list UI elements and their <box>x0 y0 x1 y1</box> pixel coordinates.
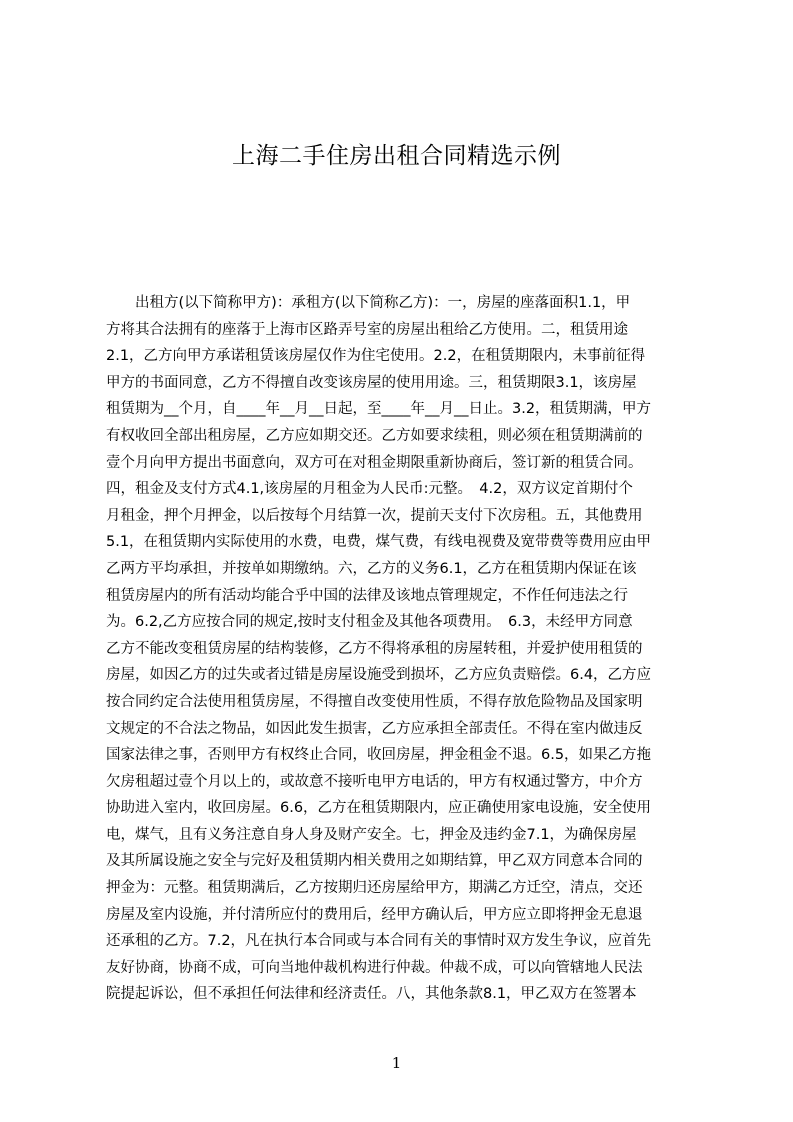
body-line: 乙两方平均承担，并按单如期缴纳。六，乙方的义务6.1，乙方在租赁期内保证在该 <box>106 560 637 577</box>
body-line: 乙方不能改变租赁房屋的结构装修，乙方不得将承租的房屋转租，并爱护使用租赁的 <box>106 640 643 657</box>
body-line: 文规定的不合法之物品，如因此发生损害，乙方应承担全部责任。不得在室内做违反 <box>106 720 643 737</box>
body-line: 欠房租超过壹个月以上的，或故意不接听电甲方电话的，甲方有权通过警方，中介方 <box>106 773 643 790</box>
body-line: 协助进入室内，收回房屋。6.6，乙方在租赁期限内，应正确使用家电设施，安全使用 <box>106 800 652 817</box>
body-line: 房屋及室内设施，并付清所应付的费用后，经甲方确认后，甲方应立即将押金无息退 <box>106 906 643 923</box>
body-line: 有权收回全部出租房屋，乙方应如期交还。乙方如要求续租，则必须在租赁期满前的 <box>106 427 643 444</box>
body-line: 壹个月向甲方提出书面意向，双方可在对租金期限重新协商后，签订新的租赁合同。 <box>106 454 643 471</box>
body-line: 及其所属设施之安全与完好及租赁期内相关费用之如期结算，甲乙双方同意本合同的 <box>106 853 643 870</box>
body-line: 电，煤气，且有义务注意自身人身及财产安全。七，押金及违约金7.1，为确保房屋 <box>106 826 637 843</box>
body-line: 房屋，如因乙方的过失或者过错是房屋设施受到损坏，乙方应负责赔偿。6.4，乙方应 <box>106 667 652 684</box>
body-line: 2.1，乙方向甲方承诺租赁该房屋仅作为住宅使用。2.2，在租赁期限内，未事前征得 <box>106 348 646 365</box>
body-line: 按合同约定合法使用租赁房屋，不得擅自改变使用性质，不得存放危险物品及国家明 <box>106 693 643 710</box>
contract-body <box>106 290 696 1003</box>
body-line: 方将其合法拥有的座落于上海市区路弄号室的房屋出租给乙方使用。二，租赁用途 <box>106 321 628 338</box>
body-line: 租赁期为__个月，自____年__月__日起，至____年__月__日止。3.2，租赁期满，甲方 <box>106 401 652 418</box>
body-line: 为。6.2,乙方应按合同的规定,按时支付租金及其他各项费用。 6.3，未经甲方同意 <box>106 614 633 631</box>
body-line: 押金为：元整。租赁期满后，乙方按期归还房屋给甲方，期满乙方迁空，清点，交还 <box>106 880 643 897</box>
page-number: 1 <box>391 1054 402 1072</box>
body-line: 国家法律之事，否则甲方有权终止合同，收回房屋，押金租金不退。6.5，如果乙方拖 <box>106 747 652 764</box>
body-line: 租赁房屋内的所有活动均能合乎中国的法律及该地点管理规定，不作任何违法之行 <box>106 587 628 604</box>
body-line: 四，租金及支付方式4.1,该房屋的月租金为人民币:元整。 4.2，双方议定首期付个 <box>106 481 633 498</box>
body-line: 友好协商，协商不成，可向当地仲裁机构进行仲裁。仲裁不成，可以向管辖地人民法 <box>106 959 643 976</box>
body-line: 院提起诉讼，但不承担任何法律和经济责任。八，其他条款8.1，甲乙双方在签署本 <box>106 986 637 1003</box>
body-line: 5.1，在租赁期内实际使用的水费，电费，煤气费，有线电视费及宽带费等费用应由甲 <box>106 534 652 551</box>
body-line: 甲方的书面同意，乙方不得擅自改变该房屋的使用用途。三，租赁期限3.1，该房屋 <box>106 374 637 391</box>
document-title: 上海二手住房出租合同精选示例 <box>232 143 561 169</box>
body-line: 出租方(以下简称甲方)：承租方(以下简称乙方)：一，房屋的座落面积1.1，甲 <box>106 295 631 311</box>
body-line: 还承租的乙方。7.2，凡在执行本合同或与本合同有关的事情时双方发生争议，应首先 <box>106 933 652 950</box>
body-line: 月租金，押个月押金，以后按每个月结算一次，提前天支付下次房租。五，其他费用 <box>106 507 643 524</box>
